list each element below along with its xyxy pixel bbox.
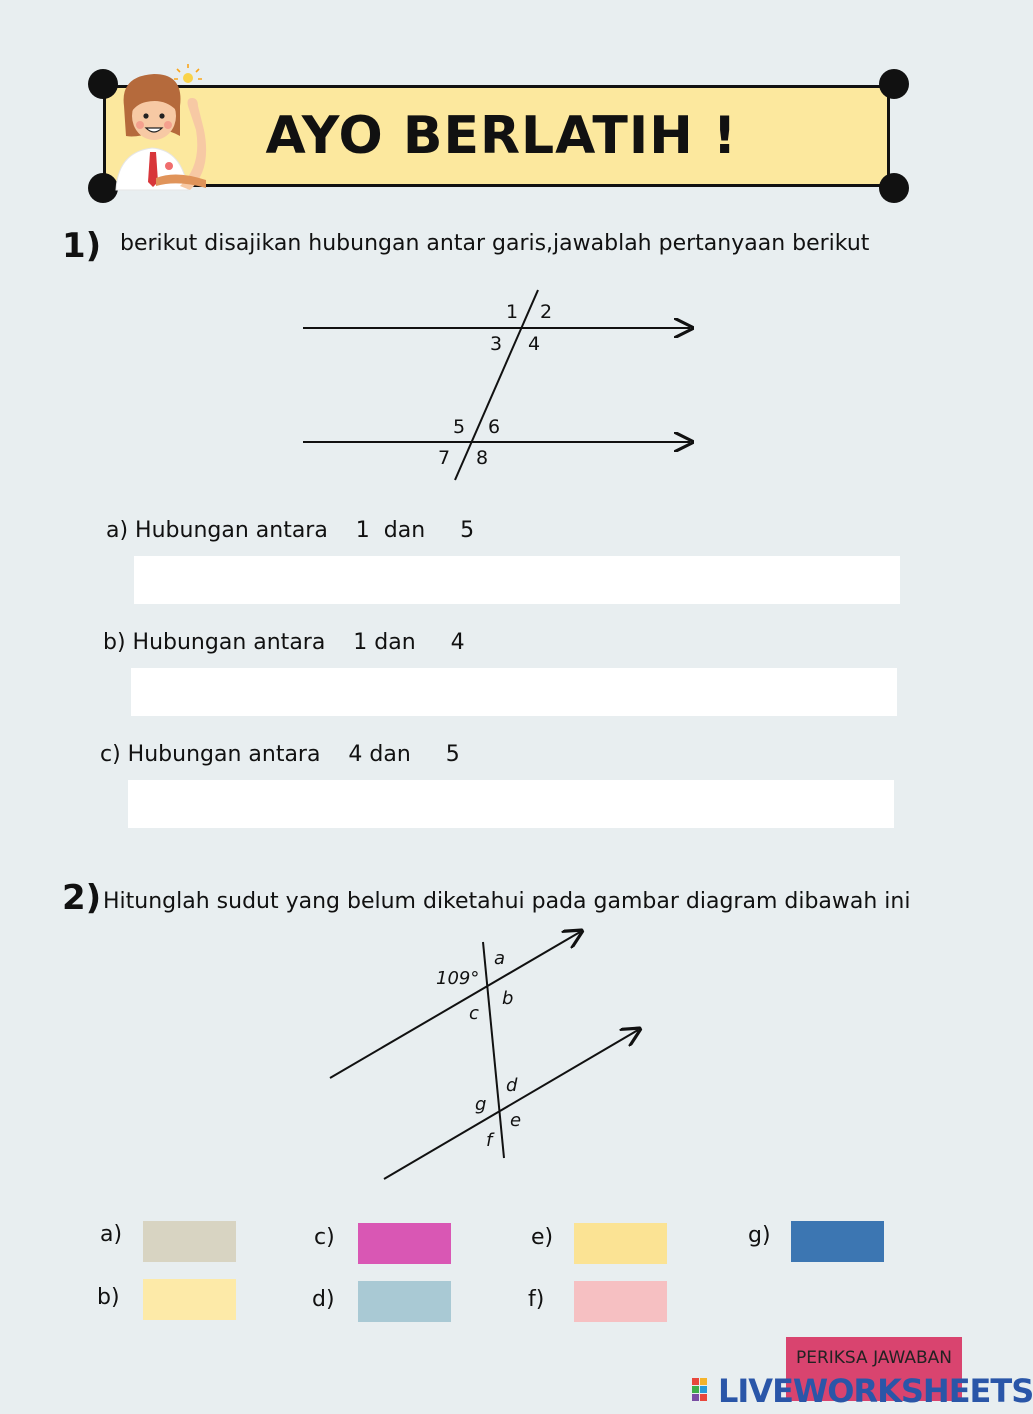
question-number: 2) (62, 878, 102, 918)
answer-box-a[interactable] (143, 1221, 236, 1262)
answer-input-a[interactable] (134, 556, 900, 604)
page-title: AYO BERLATIH ! (265, 106, 738, 166)
angle-label-c: c (469, 1003, 479, 1024)
angle-label: 6 (488, 416, 501, 438)
answer-box-b[interactable] (143, 1279, 236, 1320)
answer-input-c[interactable] (128, 780, 894, 828)
answer-input-b[interactable] (131, 668, 897, 716)
angle-label: 4 (528, 333, 541, 355)
transversal-diagram (320, 924, 650, 1186)
question-item-a: a) Hubungan antara 1 dan 5 (106, 518, 475, 543)
check-answers-button[interactable]: PERIKSA JAWABAN (786, 1337, 962, 1401)
answer-label-d: d) (312, 1287, 335, 1312)
angle-label-b: b (502, 988, 514, 1009)
answer-box-e[interactable] (574, 1223, 667, 1264)
angle-label-d: d (506, 1075, 518, 1096)
answer-box-f[interactable] (574, 1281, 667, 1322)
angle-label-f: f (486, 1130, 493, 1151)
angle-label-e: e (510, 1110, 522, 1131)
angle-label: 1 (506, 301, 519, 323)
angle-label: 8 (476, 447, 489, 469)
angle-label: 3 (490, 333, 503, 355)
answer-label-g: g) (748, 1223, 771, 1248)
answer-box-d[interactable] (358, 1281, 451, 1322)
answer-label-e: e) (531, 1225, 554, 1250)
question-prompt: Hitunglah sudut yang belum diketahui pada gambar diagram dibawah ini (103, 889, 911, 914)
answer-label-b: b) (97, 1285, 120, 1310)
liveworksheets-logo-icon (692, 1378, 716, 1402)
angle-label: 2 (540, 301, 553, 323)
question-number: 1) (62, 226, 102, 266)
answer-label-f: f) (528, 1287, 545, 1312)
watermark: LIVEWORKSHEETS (718, 1372, 1033, 1410)
answer-label-c: c) (314, 1225, 335, 1250)
angle-label: 5 (453, 416, 466, 438)
question-item-b: b) Hubungan antara 1 dan 4 (103, 630, 465, 655)
parallel-lines-diagram (300, 288, 700, 484)
question-item-c: c) Hubungan antara 4 dan 5 (100, 742, 460, 767)
answer-box-g[interactable] (791, 1221, 884, 1262)
angle-label-a: a (494, 948, 506, 969)
answer-box-c[interactable] (358, 1223, 451, 1264)
question-prompt: berikut disajikan hubungan antar garis,jawablah pertanyaan berikut (120, 231, 870, 256)
angle-value-label: 109° (436, 968, 480, 989)
angle-label-g: g (475, 1094, 487, 1115)
angle-label: 7 (438, 447, 451, 469)
answer-label-a: a) (100, 1222, 123, 1247)
